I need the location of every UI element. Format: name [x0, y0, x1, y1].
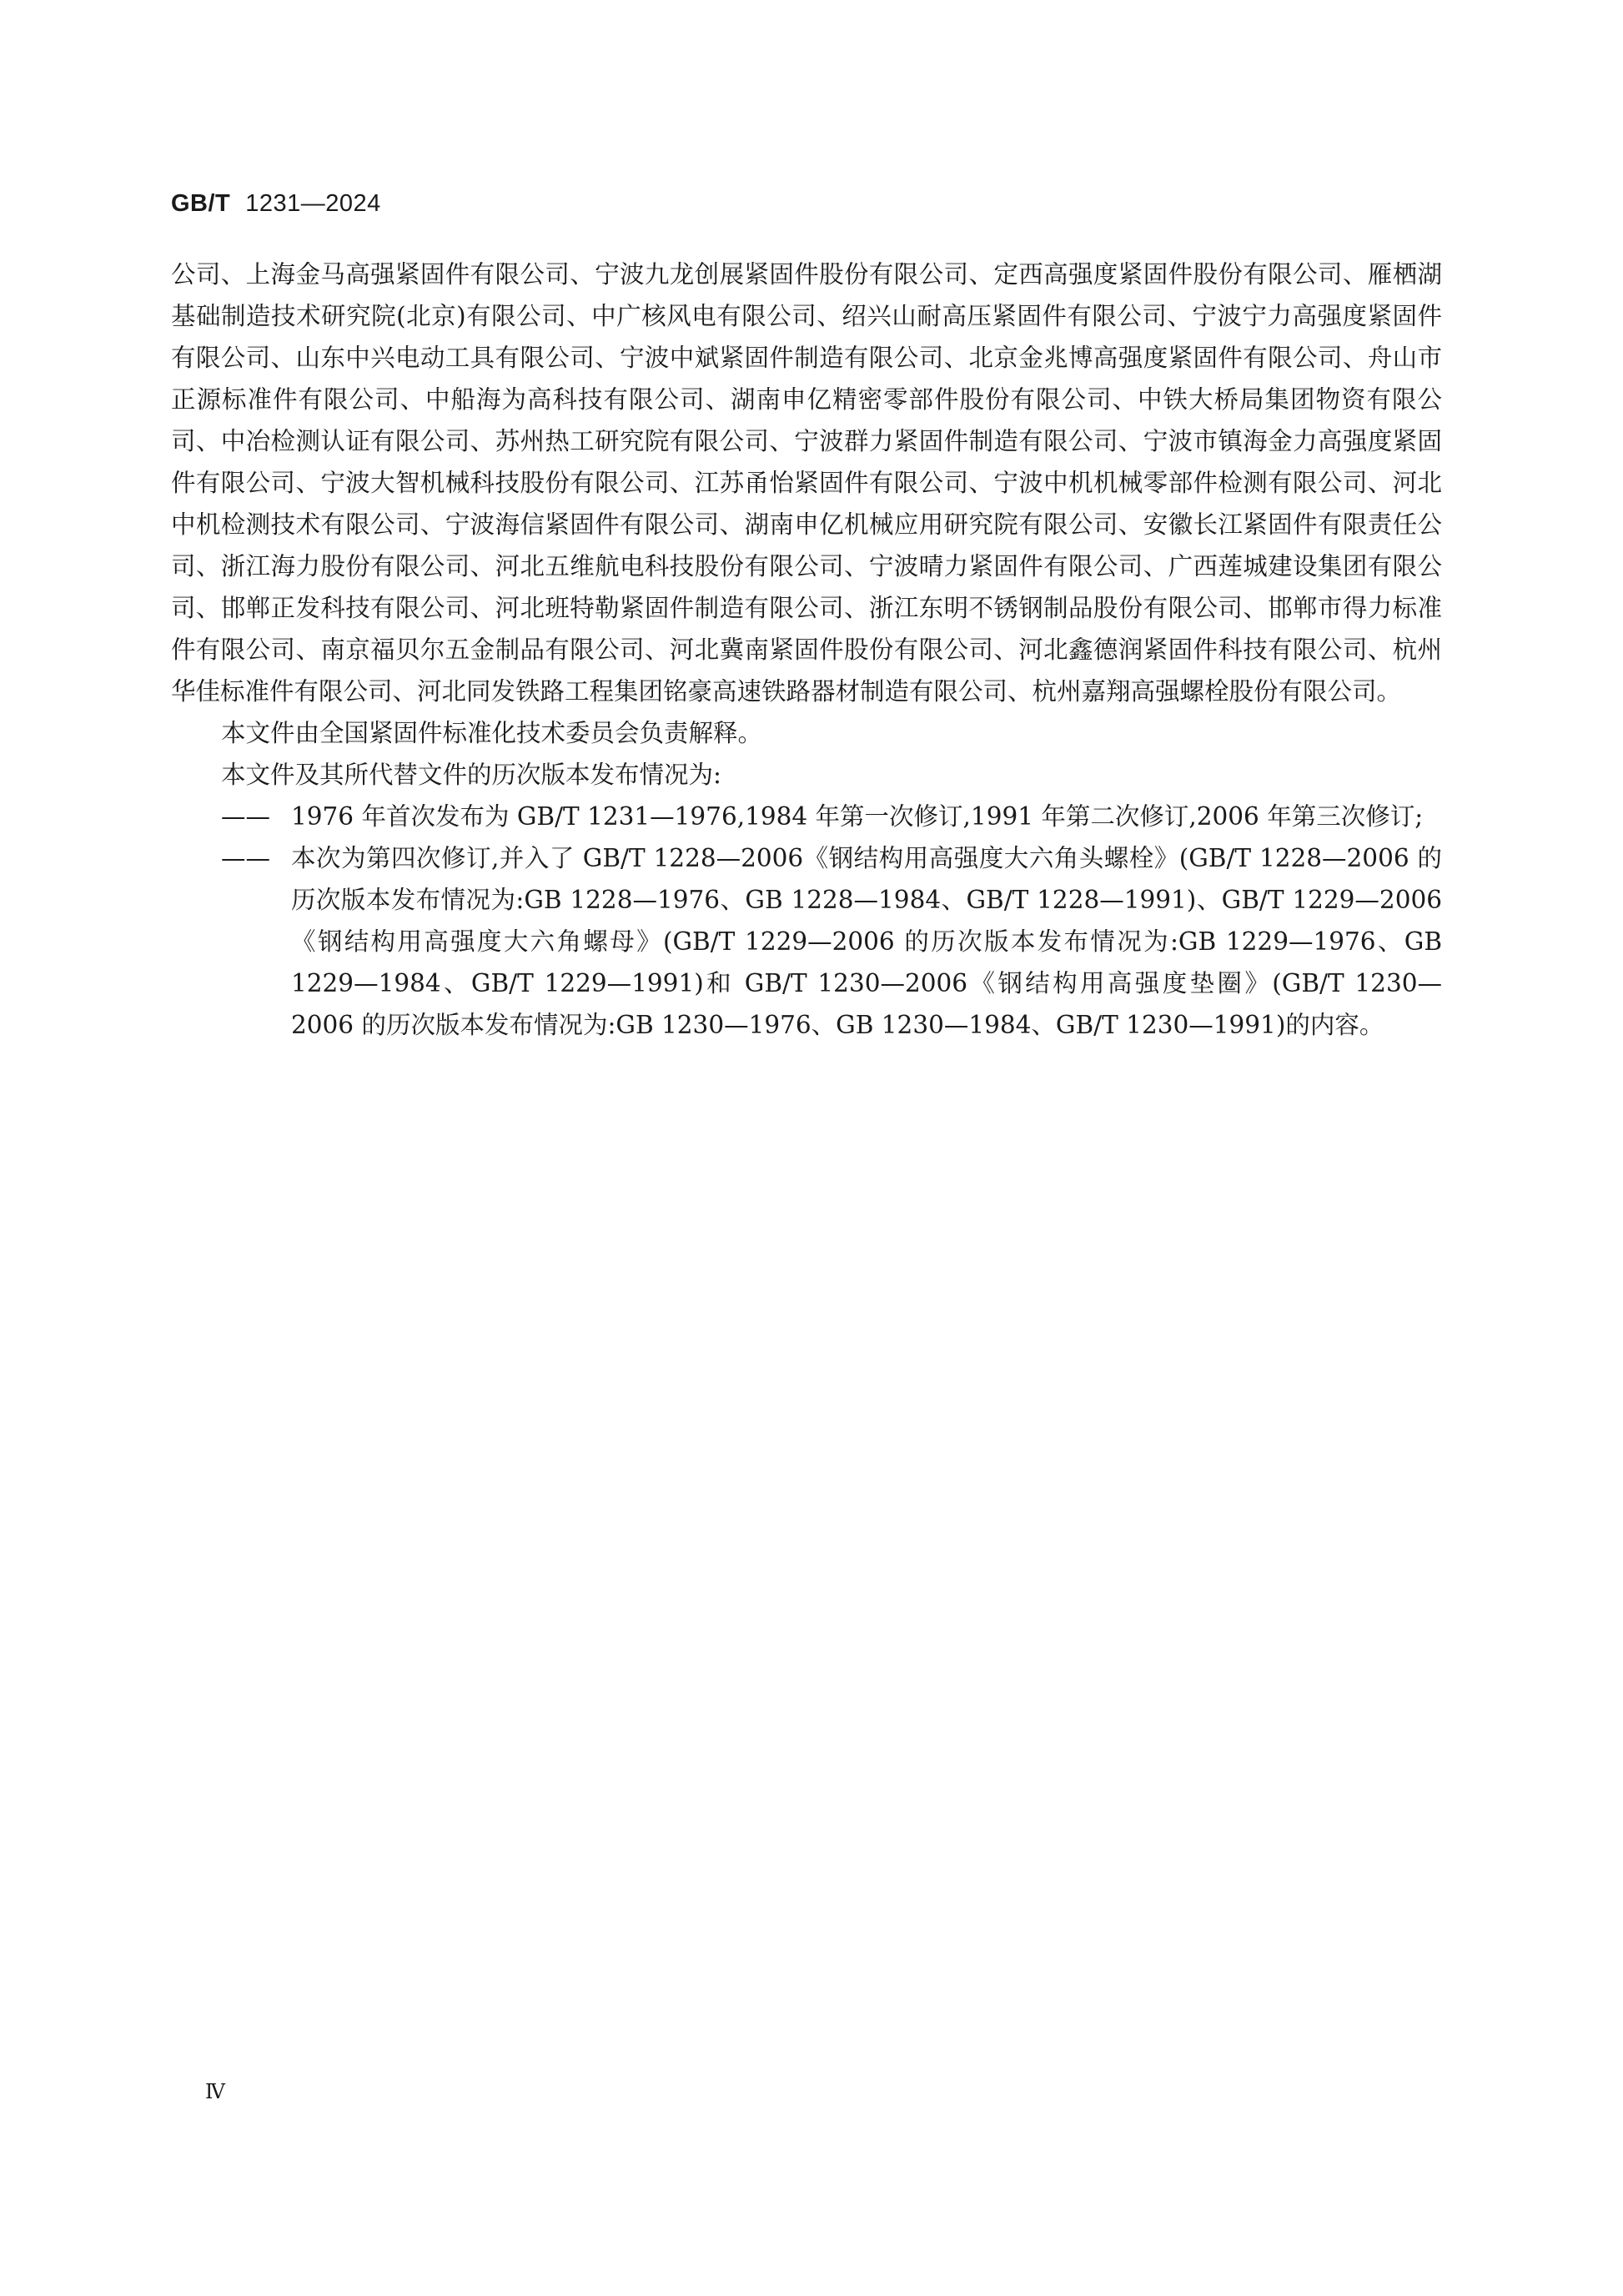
document-body	[171, 254, 1442, 1046]
interpretation-paragraph: 本文件由全国紧固件标准化技术委员会负责解释。	[221, 719, 763, 747]
list-dash: ——	[221, 802, 270, 831]
page-number: Ⅳ	[205, 2080, 225, 2103]
standard-header	[171, 190, 381, 218]
history-item-text: 本次为第四次修订,并入了 GB/T 1228—2006《钢结构用高强度大六角头螺栓》(GB/T 1228—2006 的历次版本发布情况为:GB 1228—1976、GB 1228—1984、GB/T 1228—1991)、GB/T 1229—2006《钢结构用高强度大六角螺母》(GB/T 1229—2006 的历次版本发布情况为:GB 1229—1976、GB 1229—1984、GB/T 1229—1991)和 GB/T 1230—2006《钢结构用高强度垫圈》(GB/T 1230—2006 的历次版本发布情况为:GB 1230—1976、GB 1230—1984、GB/T 1230—1991)的内容。	[291, 844, 1442, 1039]
history-list-item	[171, 837, 1442, 1046]
standard-code: GB/T	[171, 190, 231, 217]
history-item-text: 1976 年首次发布为 GB/T 1231—1976,1984 年第一次修订,1991 年第二次修订,2006 年第三次修订;	[291, 802, 1424, 831]
history-list-item	[171, 796, 1442, 837]
drafters-paragraph: 公司、上海金马高强紧固件有限公司、宁波九龙创展紧固件股份有限公司、定西高强度紧固件股份有限公司、雁栖湖基础制造技术研究院(北京)有限公司、中广核风电有限公司、绍兴山耐高压紧固件有限公司、宁波宁力高强度紧固件有限公司、山东中兴电动工具有限公司、宁波中斌紧固件制造有限公司、北京金兆博高强度紧固件有限公司、舟山市正源标准件有限公司、中船海为高科技有限公司、湖南申亿精密零部件股份有限公司、中铁大桥局集团物资有限公司、中冶检测认证有限公司、苏州热工研究院有限公司、宁波群力紧固件制造有限公司、宁波市镇海金力高强度紧固件有限公司、宁波大智机械科技股份有限公司、江苏甬怡紧固件有限公司、宁波中机机械零部件检测有限公司、河北中机检测技术有限公司、宁波海信紧固件有限公司、湖南申亿机械应用研究院有限公司、安徽长江紧固件有限责任公司、浙江海力股份有限公司、河北五维航电科技股份有限公司、宁波晴力紧固件有限公司、广西莲城建设集团有限公司、邯郸正发科技有限公司、河北班特勒紧固件制造有限公司、浙江东明不锈钢制品股份有限公司、邯郸市得力标准件有限公司、南京福贝尔五金制品有限公司、河北冀南紧固件股份有限公司、河北鑫德润紧固件科技有限公司、杭州华佳标准件有限公司、河北同发铁路工程集团铭豪高速铁路器材制造有限公司、杭州嘉翔高强螺栓股份有限公司。	[171, 260, 1442, 706]
list-dash: ——	[221, 844, 270, 872]
history-intro-paragraph: 本文件及其所代替文件的历次版本发布情况为:	[221, 761, 721, 789]
standard-number: 1231—2024	[245, 190, 381, 217]
